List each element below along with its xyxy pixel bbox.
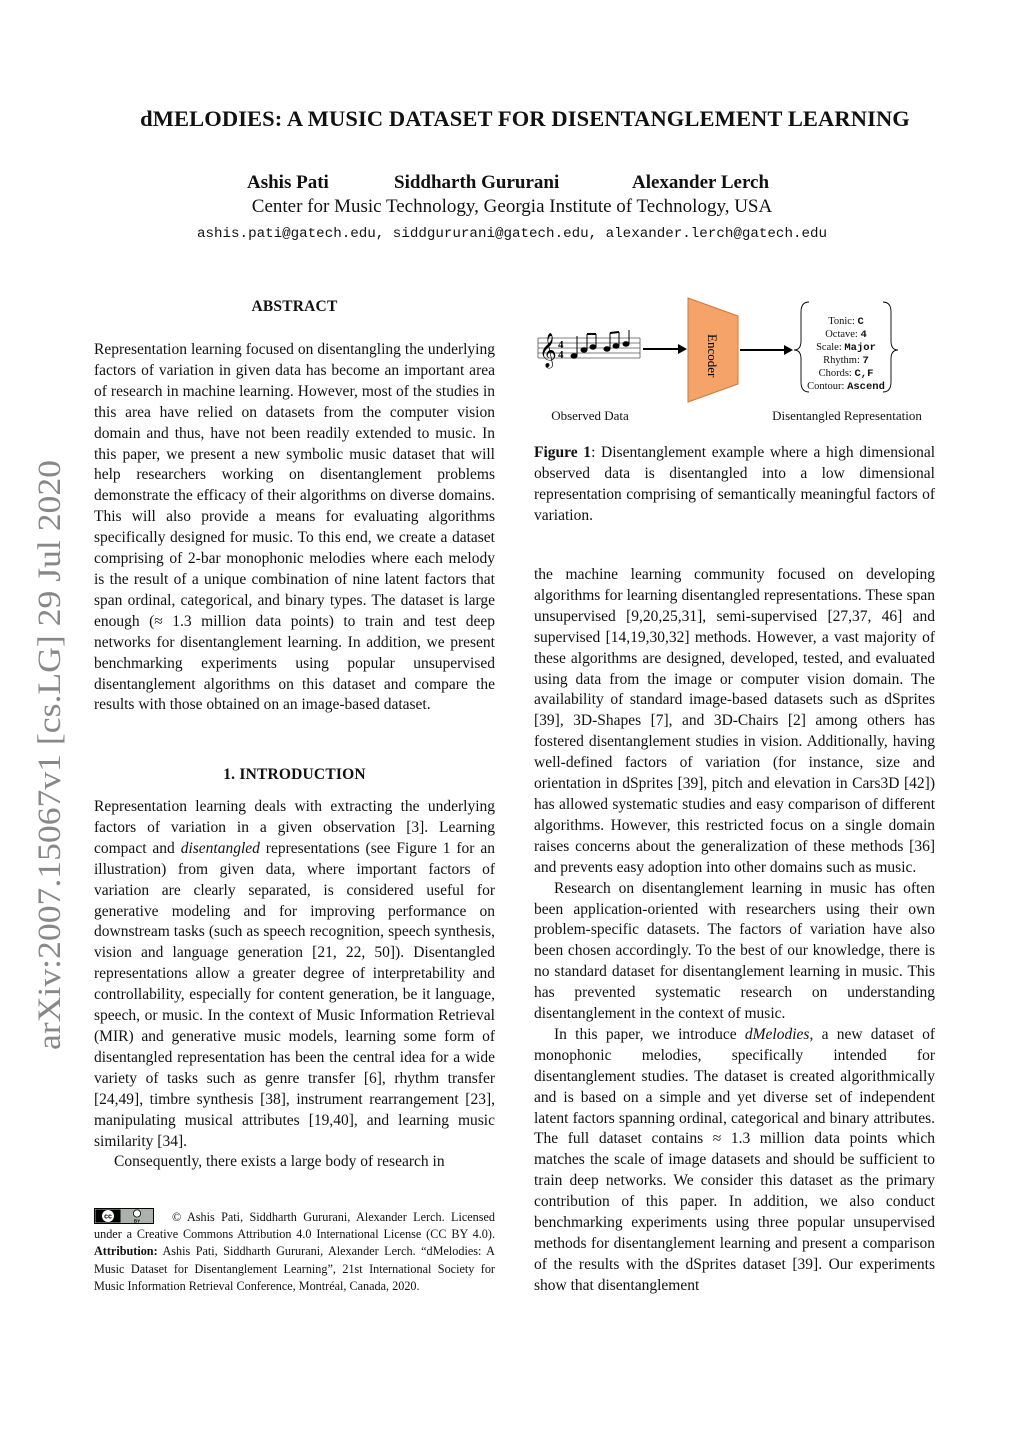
svg-text:𝄞: 𝄞 (539, 333, 557, 368)
factor-name: Contour: (807, 381, 848, 392)
factor-value: C (857, 316, 864, 328)
arxiv-stamp (18, 455, 78, 1055)
body-emphasis: dMelodies (744, 1025, 810, 1043)
factor-name: Octave: (825, 329, 861, 340)
introduction-heading: 1. INTRODUCTION (223, 766, 366, 783)
factor-item (807, 381, 885, 393)
figure-1-caption (534, 443, 935, 527)
factor-item (825, 329, 867, 341)
body-text: , a new dataset of monophonic melodies, specifically intended for disentanglement studies. The dataset is created algorithmically and is based on a simple and yet diverse set of independent latent factors spanning ordinal, categorical and binary attributes. The full dataset contains ≈ 1.3 million data points which matches the scale of image datasets and should be sufficient to train deep networks. We consider this dataset as the primary contribution of this paper. In addition, we also conduct benchmarking experiments using three popular unsupervised methods for disentanglement learning and present a comparison of the results with the dSprites dataset [39]. Our experiments show that disentanglement (534, 1025, 935, 1294)
right-brace-icon (883, 302, 898, 392)
attribution-label: Attribution: (94, 1244, 158, 1259)
license-text: Ashis Pati, Siddharth Gururani, Alexander Lerch. “dMelodies: A Music Dataset for Disentanglement Learning”, 21st International Society for Music Information Retrieval Conference, Montréal, Canada, 2020. (94, 1244, 495, 1293)
intro-text: Representation learning deals with extracting the underlying factors of variation in a given observation [3]. Learning compact and (94, 798, 495, 857)
cc-by-badge-icon (94, 1208, 154, 1224)
intro-text: representations (see Figure 1 for an illustration) from given data, where important factors of variation are clearly separated, is considered useful for generative modeling and for improving performance on downstream tasks (such as speech recognition, speech synthesis, vision and language generation [21, 22, 50]). Disentangled representations allow a greater degree of interpretability and controllability, especially for content generation, be it language, speech, or music. In the context of Music Information Retrieval (MIR) and generative music models, learning some form of disentangled representation has been the central idea for a wide variety of tasks such as genre transfer [6], rhythm transfer [24,49], timbre synthesis [38], instrument rearrangement [23], manipulating musical attributes [19,40], and learning music similarity [34]. (94, 839, 495, 1150)
caption-text: : Disentanglement example where a high dimensional observed data is disentangled into a low dimensional representation comprising of semantically meaningful factors of variation. (534, 444, 936, 524)
factor-name: Chords: (818, 368, 855, 379)
factor-list (807, 316, 885, 393)
license-footnote (94, 1208, 495, 1295)
factor-item (819, 368, 874, 380)
factor-value: 7 (862, 355, 869, 367)
body-paragraph (534, 1025, 935, 1297)
factor-item (828, 316, 864, 328)
author-name: Siddharth Gururani (394, 172, 560, 193)
body-paragraph: Research on disentanglement learning in music has often been application-oriented with researchers using their own problem-specific datasets. The factors of variation have also been chosen accordingly. To the best of our knowledge, there is no standard dataset for disentanglement learning in music. This has prevented systematic research on understanding disentanglement in the context of music. (534, 879, 935, 1023)
factor-item (823, 355, 869, 367)
factor-item (816, 342, 876, 354)
abstract-text: Representation learning focused on disentangling the underlying factors of variation in given data has become an important area of research in machine learning. However, most of the studies in this area have relied on datasets from the computer vision domain and thus, have not been readily extended to music. In this paper, we present a new symbolic music dataset that will help researchers working on disentanglement problems demonstrate the efficacy of their algorithms on diverse domains. This will also provide a means for evaluating algorithms specifically designed for music. To this end, we create a dataset comprising of 2-bar monophonic melodies where each melody is the result of a unique combination of nine latent factors that span ordinal, categorical, and binary types. The dataset is large enough (≈ 1.3 million data points) to train and test deep networks for disentanglement learning. In addition, we present benchmarking experiments using popular unsupervised disentanglement algorithms on this dataset and compare the results with those obtained on an image-based dataset. (94, 341, 495, 714)
right-column-body (534, 565, 935, 1297)
introduction-body (94, 797, 495, 1173)
music-score-icon (538, 330, 640, 369)
body-paragraph: the machine learning community focused on developing algorithms for learning disentangled representations. These span unsupervised [9,20,25,31], semi-supervised [27,37, 46] and supervised [14,19,30,32] methods. However, a vast majority of these algorithms are designed, developed, tested, and evaluated using data from the image or computer vision domain. The availability of standard image-based datasets such as dSprites [39], 3D-Shapes [7], and 3D-Chairs [2] among others has fostered disentanglement studies in vision. Additionally, having well-defined factors of variation (for instance, size and orientation in dSprites [39], pitch and elevation in Cars3D [42]) has allowed systematic studies and easy comparison of different algorithms. However, this restricted focus on a single domain raises concerns about the generalization of these methods [36] and prevents easy adoption into other domains such as music. (534, 566, 935, 876)
abstract-heading: ABSTRACT (251, 298, 338, 315)
author-name: Ashis Pati (247, 172, 329, 193)
arrow-to-representation-icon (740, 345, 793, 355)
factor-value: C,F (854, 368, 874, 380)
figure-1-diagram (530, 292, 940, 432)
factor-value: 4 (860, 329, 867, 341)
factor-value: Major (844, 342, 876, 354)
encoder-label: Encoder (705, 334, 720, 378)
arrow-to-encoder-icon (643, 344, 687, 354)
factor-name: Scale: (816, 342, 845, 353)
author-list (0, 172, 1024, 196)
arxiv-stamp-text: arXiv:2007.15067v1 [cs.LG] 29 Jul 2020 (32, 503, 68, 1050)
body-text: In this paper, we introduce (554, 1025, 745, 1043)
by-badge-text: BY (133, 1218, 141, 1224)
factor-value: Ascend (847, 381, 885, 393)
figure-1 (530, 292, 940, 432)
intro-emphasis: disentangled (180, 839, 260, 857)
intro-paragraph (94, 797, 495, 1152)
factor-name: Rhythm: (823, 355, 863, 366)
factor-name: Tonic: (828, 316, 858, 327)
caption-label: Figure 1 (534, 444, 592, 461)
representation-label: Disentangled Representation (772, 408, 922, 423)
abstract-body (94, 340, 495, 716)
svg-text:4: 4 (558, 349, 564, 361)
cc-badge-text: cc (104, 1213, 112, 1221)
paper-title: dMELODIES: A MUSIC DATASET FOR DISENTANGLEMENT LEARNING (140, 106, 910, 131)
svg-text:4: 4 (558, 339, 564, 351)
left-brace-icon (794, 302, 809, 392)
author-emails: ashis.pati@gatech.edu, siddgururani@gatech.edu, alexander.lerch@gatech.edu (196, 226, 828, 242)
author-name: Alexander Lerch (632, 172, 770, 193)
observed-data-label: Observed Data (551, 408, 629, 423)
license-text: © Ashis Pati, Siddharth Gururani, Alexander Lerch. Licensed under a Creative Commons Attribution 4.0 International License (CC BY 4.0). (94, 1210, 495, 1242)
intro-paragraph: Consequently, there exists a large body of research in (114, 1153, 445, 1171)
encoder-block (688, 298, 738, 402)
affiliation: Center for Music Technology, Georgia Institute of Technology, USA (251, 196, 773, 217)
